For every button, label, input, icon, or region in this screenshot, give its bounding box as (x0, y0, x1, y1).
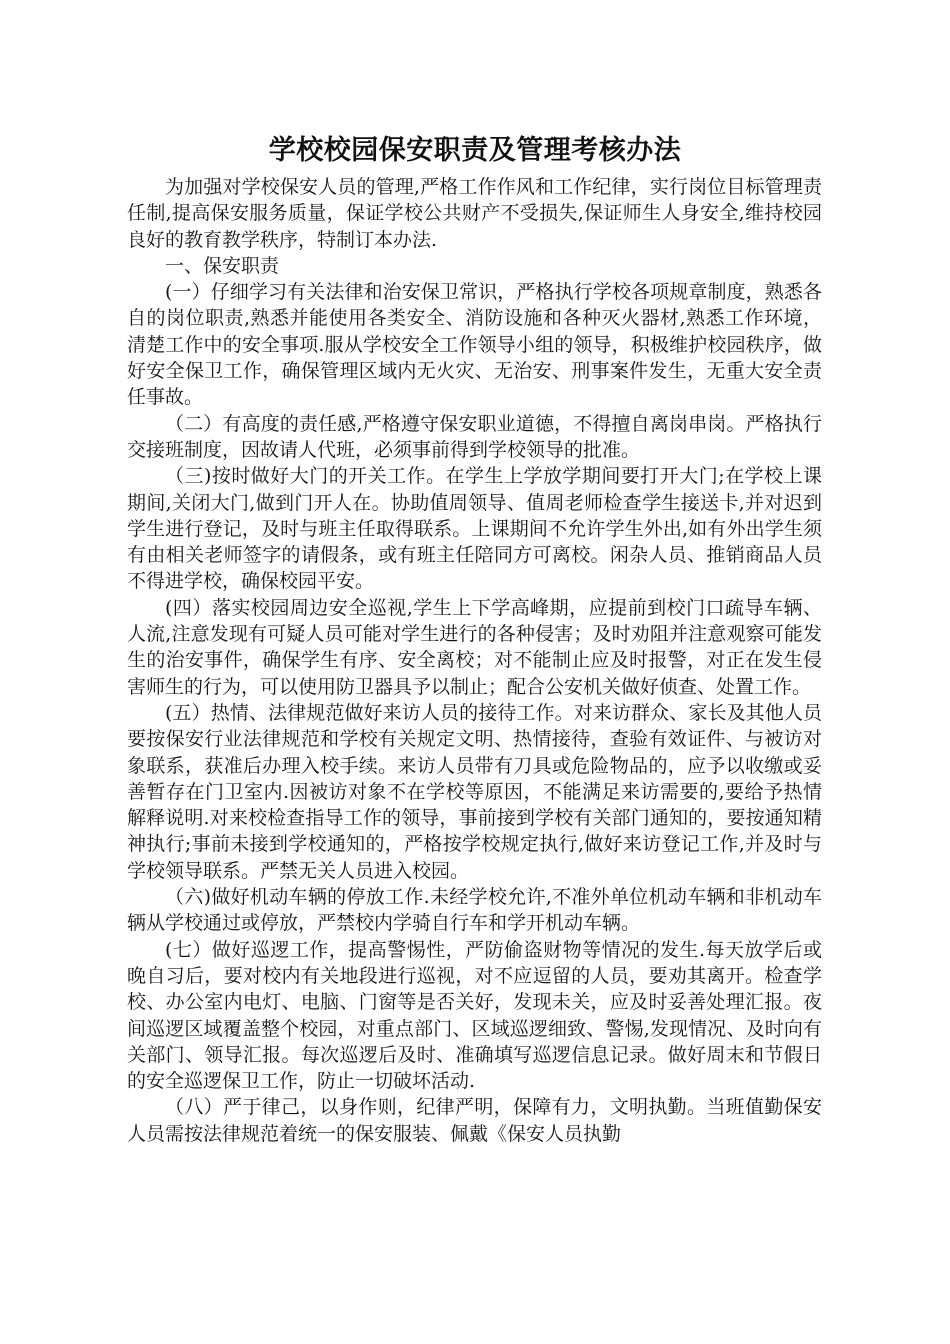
duty-paragraph-6: （六)做好机动车辆的停放工作.未经学校允许,不准外单位机动车辆和非机动车辆从学校通过或停放，严禁校内学骑自行车和学开机动车辆。 (127, 886, 822, 935)
duty-paragraph-8: （八）严于律己，以身作则，纪律严明，保障有力，文明执勤。当班值勤保安人员需按法律规范着统一的保安服装、佩戴《保安人员执勤 (127, 1096, 822, 1145)
document-title: 学校校园保安职责及管理考核办法 (268, 135, 682, 166)
duty-paragraph-4: (四）落实校园周边安全巡视,学生上下学高峰期，应提前到校门口疏导车辆、人流,注意发现有可疑人员可能对学生进行的各种侵害；及时劝阻并注意观察可能发生的治安事件，确保学生有序、安全离校；对不能制止应及时报警，对正在发生侵害师生的行为，可以使用防卫器具予以制止；配合公安机关做好侦查、处置工作。 (127, 596, 822, 698)
duty-paragraph-1: (一）仔细学习有关法律和治安保卫常识，严格执行学校各项规章制度，熟悉各自的岗位职责,熟悉并能使用各类安全、消防设施和各种灭火器材,熟悉工作环境，清楚工作中的安全事项.服从学校安全工作领导小组的领导，积极维护校园秩序，做好安全保卫工作，确保管理区域内无火灾、无治安、刑事案件发生，无重大安全责任事故。 (127, 281, 822, 409)
duty-paragraph-2: （二）有高度的责任感,严格遵守保安职业道德，不得擅自离岗串岗。严格执行交接班制度，因故请人代班，必须事前得到学校领导的批准。 (127, 412, 822, 461)
duty-paragraph-3: （三)按时做好大门的开关工作。在学生上学放学期间要打开大门;在学校上课期间,关闭大门,做到门开人在。协助值周领导、值周老师检查学生接送卡,并对迟到学生进行登记，及时与班主任取得联系。上课期间不允许学生外出,如有外出学生须有由相关老师签字的请假条，或有班主任陪同方可离校。闲杂人员、推销商品人员不得进学校，确保校园平安。 (127, 465, 822, 593)
duty-paragraph-5: (五）热情、法律规范做好来访人员的接待工作。对来访群众、家长及其他人员要按保安行业法律规范和学校有关规定文明、热情接待，查验有效证件、与被访对象联系，获准后办理入校手续。来访人员带有刀具或危险物品的，应予以收缴或妥善暂存在门卫室内.因被访对象不在学校等原因，不能满足来访需要的,要给予热情解释说明.对来校检查指导工作的领导，事前接到学校有关部门通知的，要按通知精神执行;事前未接到学校通知的，严格按学校规定执行,做好来访登记工作,并及时与学校领导联系。严禁无关人员进入校园。 (127, 701, 822, 882)
section-heading-security-duties: 一、保安职责 (165, 254, 280, 277)
intro-paragraph: 为加强对学校保安人员的管理,严格工作作风和工作纪律，实行岗位目标管理责任制,提高保安服务质量，保证学校公共财产不受损失,保证师生人身安全,维持校园良好的教育教学秩序，特制订本办法. (127, 176, 822, 251)
document-body (127, 174, 822, 1147)
duty-paragraph-7: (七）做好巡逻工作，提高警惕性，严防偷盗财物等情况的发生.每天放学后或晚自习后，要对校内有关地段进行巡视，对不应逗留的人员，要劝其离开。检查学校、办公室内电灯、电脑、门窗等是否关好，发现未关，应及时妥善处理汇报。夜间巡逻区域覆盖整个校园，对重点部门、区域巡逻细致、警惕,发现情况、及时向有关部门、领导汇报。每次巡逻后及时、准确填写巡逻信息记录。做好周末和节假日的安全巡逻保卫工作，防止一切破坏活动. (127, 938, 822, 1093)
